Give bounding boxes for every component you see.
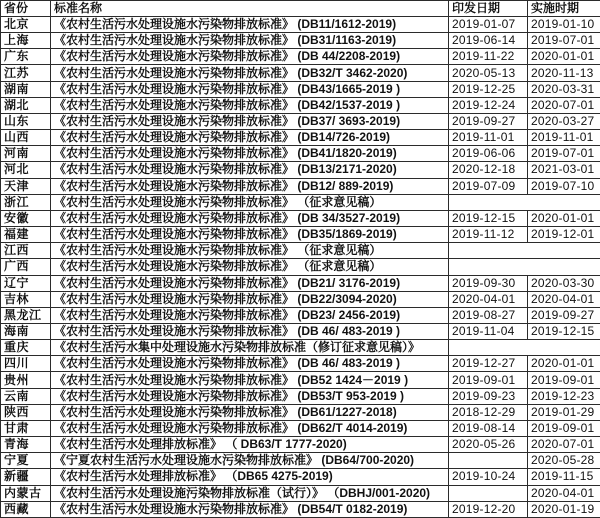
cell-issued-date: 2018-12-29: [449, 404, 528, 420]
cell-standard-name: 《农村生活污水处理设施水污染物排放标准》 (DB61/1227-2018): [51, 404, 449, 420]
table-row: [1, 243, 600, 259]
cell-standard-name: 《农村生活污水处理设施水污染物排放标准》 （征求意见稿）: [51, 243, 449, 259]
cell-province: 四川: [1, 356, 51, 372]
cell-standard-name: 《农村生活污水处理设施水污染物排放标准》 (DB35/1869-2019): [51, 227, 449, 243]
cell-issued-date: 2019-09-30: [449, 275, 528, 291]
table-row: [1, 33, 600, 49]
cell-issued-date: 2019-08-27: [449, 307, 528, 323]
cell-effective-date: 2020-01-01: [528, 49, 600, 65]
table-row: [1, 356, 600, 372]
cell-effective-date: 2019-12-23: [528, 388, 600, 404]
table-row: [1, 130, 600, 146]
cell-province: 福建: [1, 227, 51, 243]
cell-province: 河北: [1, 162, 51, 178]
cell-effective-date: 2019-11-15: [528, 469, 600, 485]
cell-issued-date: 2019-09-23: [449, 388, 528, 404]
cell-standard-name: 《农村生活污水集中处理设施水污染物排放标准（修订征求意见稿）》: [51, 340, 449, 356]
cell-standard-name: 《农村生活污水处理设施水污染物排放标准》 (DB43/1665-2019 ): [51, 81, 449, 97]
cell-province: 云南: [1, 388, 51, 404]
cell-province: 湖北: [1, 97, 51, 113]
cell-effective-date: 2020-07-01: [528, 437, 600, 453]
cell-effective-date: 2020-03-31: [528, 81, 600, 97]
cell-effective-date: 2020-01-01: [528, 210, 600, 226]
cell-issued-date: 2019-12-15: [449, 210, 528, 226]
cell-standard-name: 《农村生活污水处理设施水污染物排放标准》 (DB12/ 889-2019): [51, 178, 449, 194]
cell-standard-name: 《农村生活污水处理设施水污染物排放标准》 (DB 46/ 483-2019 ): [51, 323, 449, 339]
cell-province: 广东: [1, 49, 51, 65]
cell-dates-empty: [449, 194, 600, 210]
header-standard-name: 标准名称: [51, 1, 449, 17]
cell-effective-date: 2020-03-27: [528, 113, 600, 129]
cell-effective-date: 2019-12-01: [528, 227, 600, 243]
cell-standard-name: 《农村生活污水处理设施水污染物排放标准》 (DB42/1537-2019 ): [51, 97, 449, 113]
cell-effective-date: 2019-07-01: [528, 146, 600, 162]
cell-standard-name: 《农村生活污水处理设施水污染物排放标准》 (DB37/ 3693-2019): [51, 113, 449, 129]
cell-effective-date: 2019-01-29: [528, 404, 600, 420]
cell-issued-date: 2019-12-20: [449, 501, 528, 517]
cell-issued-date: 2019-11-01: [449, 130, 528, 146]
cell-effective-date: 2019-07-01: [528, 33, 600, 49]
cell-province: 北京: [1, 17, 51, 33]
cell-standard-name: 《农村生活污水处理设施水污染物排放标准》 (DB52 1424－2019 ): [51, 372, 449, 388]
cell-standard-name: 《农村生活污水处理设施水污染物排放标准》 (DB31/1163-2019): [51, 33, 449, 49]
table-row: [1, 194, 600, 210]
cell-province: 甘肃: [1, 420, 51, 436]
table-row: [1, 259, 600, 275]
cell-standard-name: 《农村生活污水处理设施水污染物排放标准》 (DB13/2171-2020): [51, 162, 449, 178]
cell-standard-name: 《农村生活污水处理设施水污染物排放标准》 (DB54/T 0182-2019): [51, 501, 449, 517]
cell-issued-date: 2019-07-09: [449, 178, 528, 194]
cell-standard-name: 《农村生活污水处理设施水污染物排放标准》 (DB 46/ 483-2019 ): [51, 356, 449, 372]
cell-standard-name: 《农村生活污水处理设施水污染物排放标准》 (DB 44/2208-2019): [51, 49, 449, 65]
cell-effective-date: 2020-03-30: [528, 275, 600, 291]
table-row: [1, 97, 600, 113]
cell-province: 山西: [1, 130, 51, 146]
cell-effective-date: 2020-07-01: [528, 97, 600, 113]
cell-effective-date: 2020-11-13: [528, 65, 600, 81]
table-row: [1, 469, 600, 485]
cell-issued-date: 2019-12-24: [449, 97, 528, 113]
cell-standard-name: 《农村生活污水处理设施水污染物排放标准》 （征求意见稿）: [51, 194, 449, 210]
cell-issued-date: 2019-11-04: [449, 323, 528, 339]
cell-issued-date: 2019-08-14: [449, 420, 528, 436]
cell-standard-name: 《农村生活污水处理排放标准》 （ DB63/T 1777-2020): [51, 437, 449, 453]
cell-standard-name: 《农村生活污水处理设施水污染物排放标准》 （征求意见稿）: [51, 259, 449, 275]
cell-effective-date: 2020-05-28: [528, 453, 600, 469]
cell-standard-name: 《农村生活污水处理设施水污染物排放标准》 (DB32/T 3462-2020): [51, 65, 449, 81]
cell-dates-empty: [449, 243, 600, 259]
cell-dates-empty: [449, 259, 600, 275]
table-row: [1, 275, 600, 291]
cell-province: 内蒙古: [1, 485, 51, 501]
cell-standard-name: 《农村生活污水处理设施水污染物排放标准》 (DB 34/3527-2019): [51, 210, 449, 226]
table-row: [1, 291, 600, 307]
cell-province: 黑龙江: [1, 307, 51, 323]
cell-issued-date: 2019-11-12: [449, 227, 528, 243]
table-row: [1, 210, 600, 226]
cell-province: 吉林: [1, 291, 51, 307]
cell-issued-date: 2019-12-25: [449, 81, 528, 97]
cell-standard-name: 《农村生活污水处理设施污染物排放标准（试行）》 （DBHJ/001-2020): [51, 485, 449, 501]
cell-issued-date: 2020-04-01: [449, 291, 528, 307]
cell-province: 江苏: [1, 65, 51, 81]
cell-issued-date: 2019-06-14: [449, 33, 528, 49]
cell-issued-date: 2019-01-07: [449, 17, 528, 33]
cell-effective-date: 2019-12-15: [528, 323, 600, 339]
cell-standard-name: 《农村生活污水处理排放标准》 （DB65 4275-2019): [51, 469, 449, 485]
table-row: [1, 437, 600, 453]
cell-effective-date: 2020-04-01: [528, 485, 600, 501]
cell-effective-date: 2020-01-01: [528, 356, 600, 372]
table-row: [1, 420, 600, 436]
cell-issued-date: 2019-09-01: [449, 372, 528, 388]
table-row: [1, 146, 600, 162]
cell-province: 宁夏: [1, 453, 51, 469]
table-row: [1, 323, 600, 339]
table-row: [1, 178, 600, 194]
cell-issued-date: 2019-09-27: [449, 113, 528, 129]
cell-province: 陕西: [1, 404, 51, 420]
cell-effective-date: 2019-09-01: [528, 420, 600, 436]
cell-effective-date: 2020-04-01: [528, 291, 600, 307]
table-row: [1, 485, 600, 501]
table-row: [1, 162, 600, 178]
table-row: [1, 372, 600, 388]
table-body: [1, 17, 600, 518]
cell-issued-date: 2019-06-06: [449, 146, 528, 162]
cell-province: 辽宁: [1, 275, 51, 291]
cell-province: 广西: [1, 259, 51, 275]
cell-province: 浙江: [1, 194, 51, 210]
cell-issued-date: 2020-05-13: [449, 65, 528, 81]
cell-issued-date: 2019-11-22: [449, 49, 528, 65]
cell-province: 天津: [1, 178, 51, 194]
table-row: [1, 65, 600, 81]
cell-province: 上海: [1, 33, 51, 49]
cell-province: 山东: [1, 113, 51, 129]
cell-effective-date: 2019-09-01: [528, 372, 600, 388]
cell-province: 青海: [1, 437, 51, 453]
table-row: [1, 340, 600, 356]
table-row: [1, 388, 600, 404]
cell-effective-date: 2019-01-10: [528, 17, 600, 33]
table-row: [1, 17, 600, 33]
table-row: [1, 81, 600, 97]
cell-standard-name: 《农村生活污水处理设施水污染物排放标准》 (DB62/T 4014-2019): [51, 420, 449, 436]
cell-standard-name: 《农村生活污水处理设施水污染物排放标准》 (DB53/T 953-2019 ): [51, 388, 449, 404]
header-issued-date: 印发日期: [449, 1, 528, 17]
cell-province: 新疆: [1, 469, 51, 485]
cell-province: 海南: [1, 323, 51, 339]
cell-dates-empty: [449, 340, 600, 356]
table-header: [1, 1, 600, 17]
cell-province: 河南: [1, 146, 51, 162]
cell-province: 江西: [1, 243, 51, 259]
cell-standard-name: 《农村生活污水处理设施水污染物排放标准》 (DB41/1820-2019): [51, 146, 449, 162]
cell-standard-name: 《农村生活污水处理设施水污染物排放标准》 (DB11/1612-2019): [51, 17, 449, 33]
cell-province: 安徽: [1, 210, 51, 226]
cell-effective-date: 2019-11-01: [528, 130, 600, 146]
cell-province: 重庆: [1, 340, 51, 356]
table-row: [1, 113, 600, 129]
cell-province: 西藏: [1, 501, 51, 517]
table-row: [1, 49, 600, 65]
cell-effective-date: 2021-03-01: [528, 162, 600, 178]
cell-issued-date: 2020-05-26: [449, 437, 528, 453]
table-row: [1, 501, 600, 517]
table-row: [1, 453, 600, 469]
cell-effective-date: 2020-01-19: [528, 501, 600, 517]
cell-issued-date: 2019-12-27: [449, 356, 528, 372]
cell-effective-date: 2019-07-10: [528, 178, 600, 194]
cell-issued-date: 2020-12-18: [449, 162, 528, 178]
cell-province: 贵州: [1, 372, 51, 388]
cell-effective-date: 2019-09-27: [528, 307, 600, 323]
cell-standard-name: 《农村生活污水处理设施水污染物排放标准》 (DB14/726-2019): [51, 130, 449, 146]
cell-province: 湖南: [1, 81, 51, 97]
table-row: [1, 307, 600, 323]
cell-standard-name: 《农村生活污水处理设施水污染物排放标准》 (DB22/3094-2020): [51, 291, 449, 307]
cell-standard-name: 《农村生活污水处理设施水污染物排放标准》 (DB23/ 2456-2019): [51, 307, 449, 323]
header-row: [1, 1, 600, 17]
cell-issued-date: [449, 485, 528, 501]
table-row: [1, 227, 600, 243]
cell-issued-date: [449, 453, 528, 469]
header-province: 省份: [1, 1, 51, 17]
table-row: [1, 404, 600, 420]
header-effective-date: 实施时期: [528, 1, 600, 17]
cell-issued-date: 2019-10-24: [449, 469, 528, 485]
cell-standard-name: 《农村生活污水处理设施水污染物排放标准》 (DB21/ 3176-2019): [51, 275, 449, 291]
cell-standard-name: 《宁夏农村生活污水处理设施水污染物排放标准》 (DB64/700-2020): [51, 453, 449, 469]
